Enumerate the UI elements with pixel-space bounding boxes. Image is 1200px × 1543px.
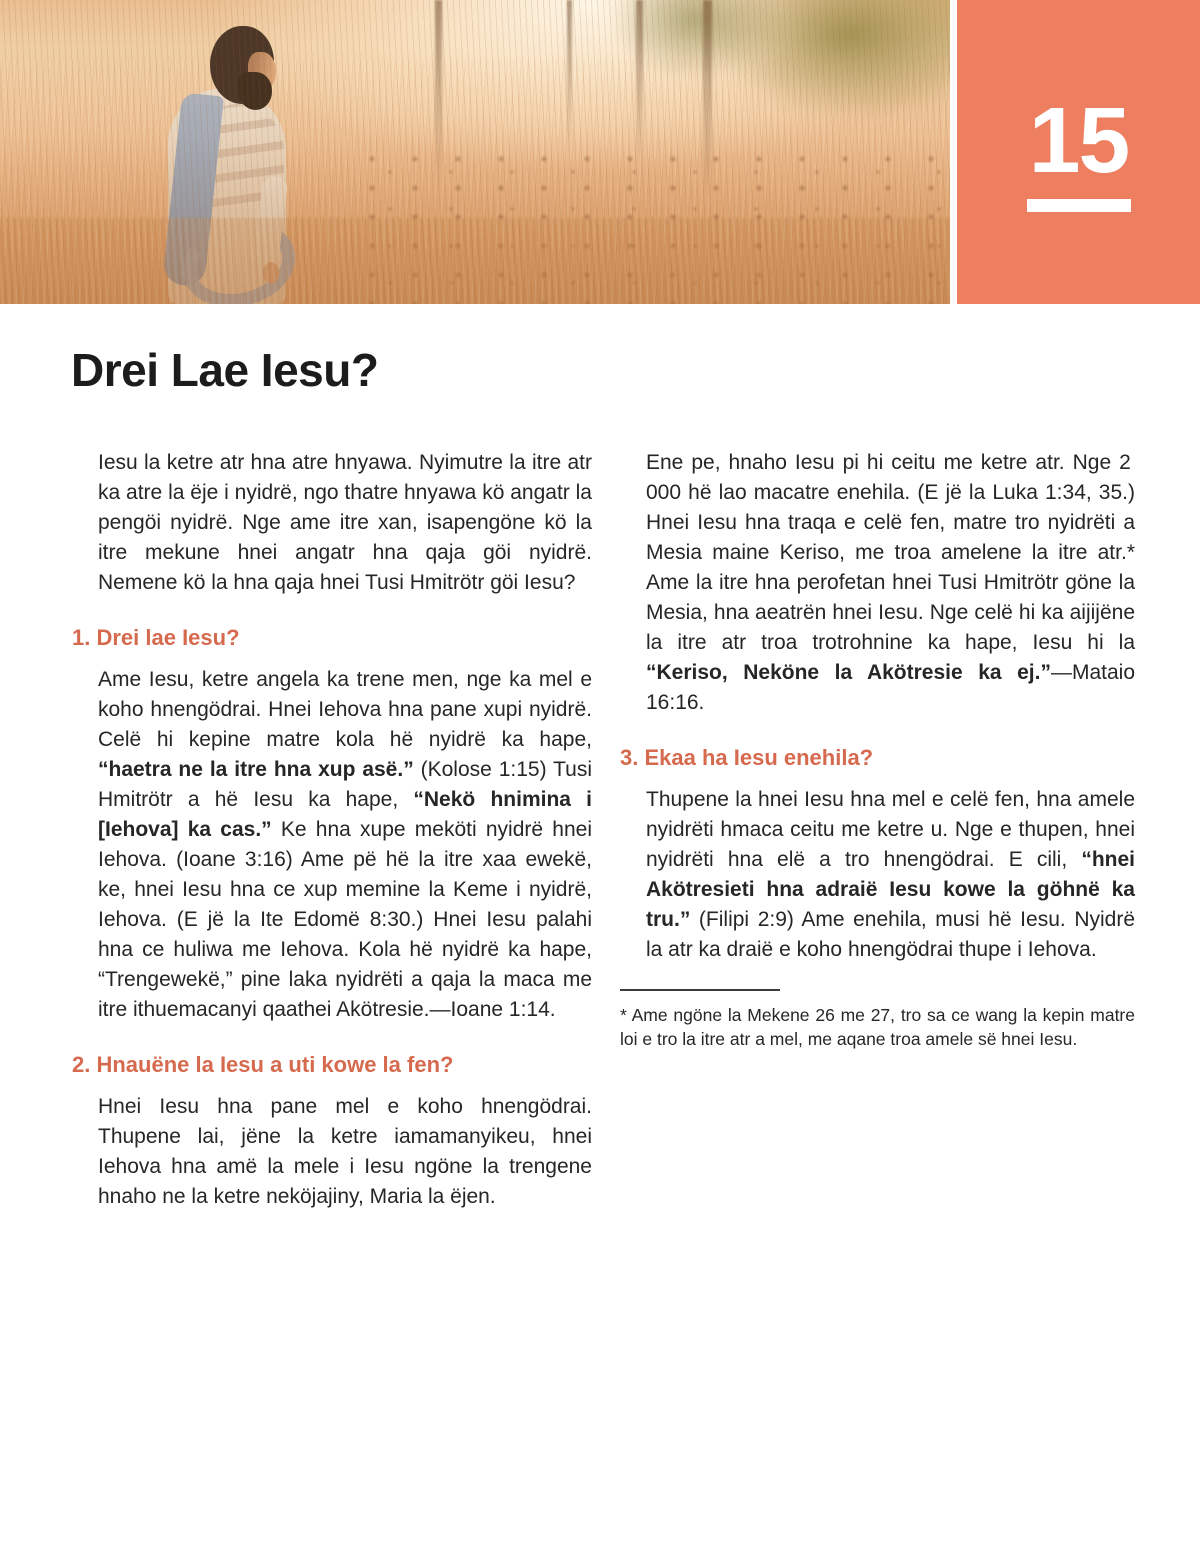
footnote-rule [620,989,780,991]
text-run: Thupene la hnei Iesu hna mel e celë fen, hna amele nyidrëti hmaca ceitu me ketre u. Nge e thupen, hnei nyidrëti hna elë a tro hnengödrai. E cili, [646,788,1135,871]
text-run: * Ame ngöne la Mekene 26 me 27, tro sa ce wang la kepin matre loi e tro la itre atr a mel, me aqane troa amele së hnei Iesu. [620,1005,1135,1049]
figure-hand [263,262,279,284]
paragraph [98,1092,592,1212]
tree-trunk [435,0,442,190]
bold-scripture-quote: “Nekö hnimina i [Iehova] ka cas.” [98,788,592,841]
text-run: Ame Iesu, ketre angela ka trene men, nge ka mel e koho hnengödrai. Hnei Iehova hna pane xupi nyidrë. Celë hi kepine matre kola hë nyidrë ka hape, [98,668,592,751]
tree-canopy [610,0,780,80]
figure-walking-man [166,26,292,304]
text-run: (Kolose 1:15) Tusi Hmitrötr a hë Iesu ka hape, [98,758,592,811]
section-heading: 1. Drei lae Iesu? [72,625,240,650]
figure-robe [168,88,286,304]
figure-beard [238,72,272,110]
paragraph [646,785,1135,965]
text-column-right [620,441,1135,1051]
figure-arm [252,175,288,269]
page-title: Drei Lae Iesu? [71,344,379,396]
paragraph [646,448,1135,718]
text-run: Ene pe, hnaho Iesu pi hi ceitu me ketre atr. Nge 2 000 hë lao macatre enehila. (E jë la Luka 1:34, 35.) Hnei Iesu hna traqa e celë fen, matre tro nyidrëti a Mesia maine Keriso, me troa amelene la itre atr.* Ame la itre hna perofetan hnei Tusi Hmitrötr göne la Mesia, hna aeatrën hnei Iesu. Nge celë hi ka aijijëne la itre atr troa trotrohnine ka hape, Iesu hi la [646,451,1135,654]
figure-scarf [162,92,224,287]
chapter-number-block [957,0,1200,304]
section-heading: 2. Hnauëne la Iesu a uti kowe la fen? [72,1052,454,1077]
chapter-number-underline [1027,199,1131,212]
section-heading: 3. Ekaa ha Iesu enehila? [620,745,874,770]
chapter-number: 15 [1028,88,1129,192]
bold-scripture-quote: “hnei Akötresieti hna adraië Iesu kowe la göhnë ka tru.” [646,848,1135,931]
bold-scripture-quote: “Keriso, Neköne la Akötresie ka ej.” [646,661,1051,684]
paragraph [98,665,592,1025]
foreground-grass [0,218,950,304]
tree-trunk [567,0,572,150]
figure-hair [210,26,274,104]
text-run: (Filipi 2:9) Ame enehila, musi hë Iesu. Nyidrë la atr ka draië e koho hnengödrai thupe i Iehova. [646,908,1135,961]
text-run: Hnei Iesu hna pane mel e koho hnengödrai. Thupene lai, jëne la ketre iamamanyikeu, hnei Iehova hna amë la mele i Iesu ngöne la trengene hnaho ne la ketre neköjajiny, Maria la ëjen. [98,1095,592,1208]
text-column-left [72,441,592,1212]
field-seed-texture [360,150,950,304]
tree-canopy [710,0,950,120]
figure-scarf-drape [174,209,305,304]
figure-robe-stripes [200,104,284,208]
figure-face [248,52,276,92]
footnote [620,989,1135,1051]
tree-trunk [636,0,643,165]
text-run: Iesu la ketre atr hna atre hnyawa. Nyimutre la itre atr ka atre la ëje i nyidrë, ngo thatre hnyawa kö angatr la pengöi nyidrë. Nge ame itre xan, isapengöne kö la itre mekune hnei angatr hna qaja göi nyidrë. Nemene kö la hna qaja hnei Tusi Hmitrötr göi Iesu? [98,451,592,594]
text-run: —Mataio 16:16. [646,661,1135,714]
paragraph [98,448,592,598]
bold-scripture-quote: “haetra ne la itre hna xup asë.” [98,758,414,781]
text-run: Ke hna xupe meköti nyidrë hnei Iehova. (Ioane 3:16) Ame pë hë la itre xaa ewekë, ke, hnei Iesu hna ce xup memine la Keme i nyidrë, Iehova. (E jë la Ite Edomë 8:30.) Hnei Iesu palahi hna ce huliwa me Iehova. Kola hë nyidrë ka hape, “Trengewekë,” pine laka nyidrëti a qaja la maca me itre ithuemacanyi qaathei Akötresie.—Ioane 1:14. [98,818,592,1021]
footnote-text [620,1003,1135,1051]
hero-photo [0,0,950,304]
tree-trunk [703,0,712,200]
